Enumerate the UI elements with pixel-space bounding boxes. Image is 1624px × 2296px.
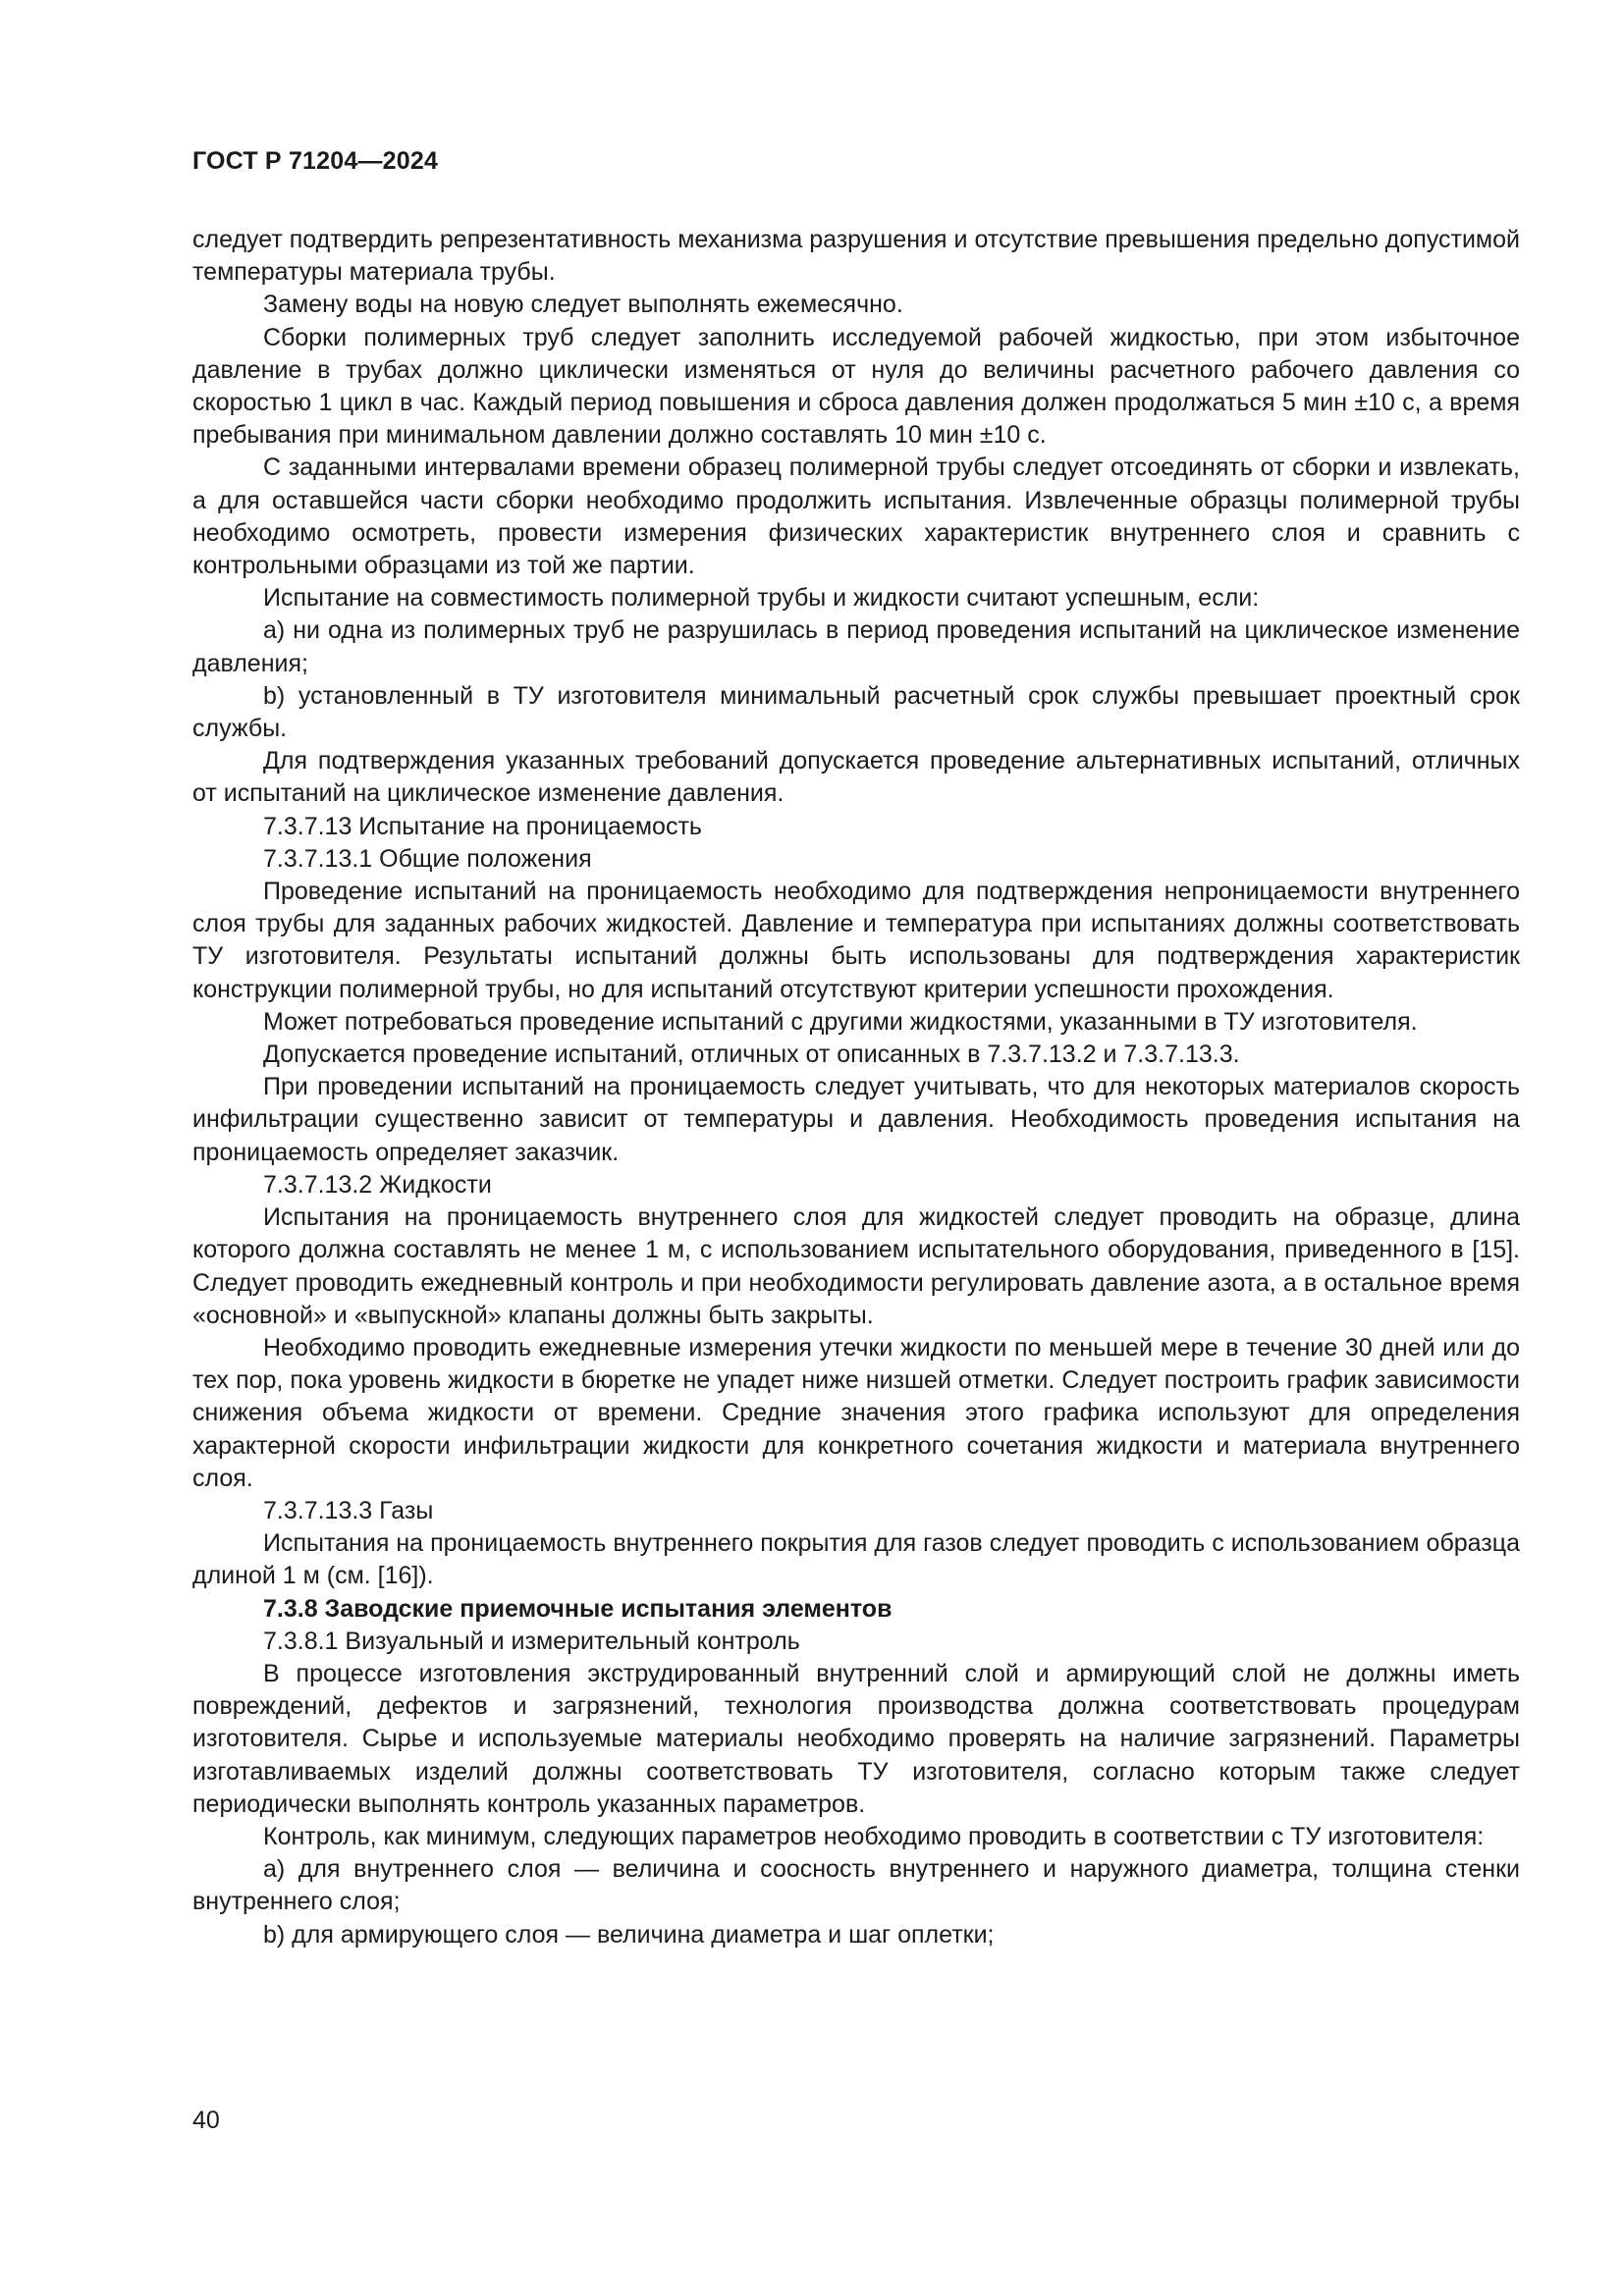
section-heading: 7.3.8.1 Визуальный и измерительный контроль: [263, 1627, 800, 1655]
paragraph: Допускается проведение испытаний, отличных от описанных в 7.3.7.13.2 и 7.3.7.13.3.: [263, 1041, 1240, 1069]
paragraph: Может потребоваться проведение испытаний с другими жидкостями, указанными в ТУ изготовителя.: [263, 1007, 1418, 1036]
list-item: b) установленный в ТУ изготовителя минимальный расчетный срок службы превышает проектный срок службы.: [192, 681, 1520, 743]
page-number: 40: [192, 2107, 220, 2134]
section-heading: 7.3.7.13 Испытание на проницаемость: [263, 812, 702, 840]
document-body: [192, 224, 1520, 1951]
paragraph: При проведении испытаний на проницаемость следует учитывать, что для некоторых материалов скорость инфильтрации существенно зависит от температуры и давления. Необходимость проведения испытания на проницаемость определяет заказчик.: [192, 1073, 1520, 1166]
paragraph: Замену воды на новую следует выполнять ежемесячно.: [263, 291, 903, 319]
section-heading: 7.3.7.13.1 Общие положения: [263, 844, 592, 873]
paragraph: Проведение испытаний на проницаемость необходимо для подтверждения непроницаемости внутреннего слоя трубы для заданных рабочих жидкостей. Давление и температура при испытаниях должны соответствовать ТУ изготовителя. Результаты испытаний должны быть использованы для подтверждения характеристик конструкции полимерной трубы, но для испытаний отсутствуют критерии успешности прохождения.: [192, 878, 1520, 1003]
paragraph: Сборки полимерных труб следует заполнить исследуемой рабочей жидкостью, при этом избыточное давление в трубах должно циклически изменяться от нуля до величины расчетного рабочего давления со скоростью 1 цикл в час. Каждый период повышения и сброса давления должен продолжаться 5 мин ±10 с, а время пребывания при минимальном давлении должно составлять 10 мин ±10 с.: [192, 323, 1520, 450]
section-heading: 7.3.7.13.3 Газы: [263, 1496, 434, 1524]
paragraph: Необходимо проводить ежедневные измерения утечки жидкости по меньшей мере в течение 30 дней или до тех пор, пока уровень жидкости в бюретке не упадет ниже низшей отметки. Следует построить график зависимости снижения объема жидкости от времени. Средние значения этого графика используют для определения характерной скорости инфильтрации жидкости для конкретного сочетания жидкости и материала внутреннего слоя.: [192, 1333, 1520, 1492]
paragraph: С заданными интервалами времени образец полимерной трубы следует отсоединять от сборки и извлекать, а для оставшейся части сборки необходимо продолжить испытания. Извлеченные образцы полимерной трубы необходимо осмотреть, провести измерения физических характеристик внутреннего слоя и сравнить с контрольными образцами из той же партии.: [192, 454, 1520, 580]
list-item: a) для внутреннего слоя — величина и соосность внутреннего и наружного диаметра, толщина стенки внутреннего слоя;: [192, 1855, 1520, 1916]
document-header: ГОСТ Р 71204—2024: [192, 147, 439, 175]
section-heading-bold: 7.3.8 Заводские приемочные испытания элементов: [263, 1594, 893, 1623]
list-item: a) ни одна из полимерных труб не разрушилась в период проведения испытаний на циклическое изменение давления;: [192, 616, 1520, 677]
paragraph: следует подтвердить репрезентативность механизма разрушения и отсутствие превышения предельно допустимой температуры материала трубы.: [192, 226, 1520, 287]
list-item: b) для армирующего слоя — величина диаметра и шаг оплетки;: [263, 1920, 995, 1949]
section-heading: 7.3.7.13.2 Жидкости: [263, 1170, 492, 1199]
paragraph: Испытание на совместимость полимерной трубы и жидкости считают успешным, если:: [263, 584, 1260, 613]
paragraph: Испытания на проницаемость внутреннего слоя для жидкостей следует проводить на образце, длина которого должна составлять не менее 1 м, с использованием испытательного оборудования, приведенного в [15]. Следует проводить ежедневный контроль и при необходимости регулировать давление азота, а в остальное время «основной» и «выпускной» клапаны должны быть закрыты.: [192, 1203, 1520, 1329]
paragraph: Для подтверждения указанных требований допускается проведение альтернативных испытаний, отличных от испытаний на циклическое изменение давления.: [192, 747, 1520, 808]
paragraph: В процессе изготовления экструдированный внутренний слой и армирующий слой не должны иметь повреждений, дефектов и загрязнений, технология производства должна соответствовать процедурам изготовителя. Сырье и используемые материалы необходимо проверять на наличие загрязнений. Параметры изготавливаемых изделий должны соответствовать ТУ изготовителя, согласно которым также следует периодически выполнять контроль указанных параметров.: [192, 1659, 1520, 1818]
paragraph: Испытания на проницаемость внутреннего покрытия для газов следует проводить с использованием образца длиной 1 м (см. [16]).: [192, 1529, 1520, 1590]
paragraph: Контроль, как минимум, следующих параметров необходимо проводить в соответствии с ТУ изготовителя:: [263, 1822, 1485, 1850]
